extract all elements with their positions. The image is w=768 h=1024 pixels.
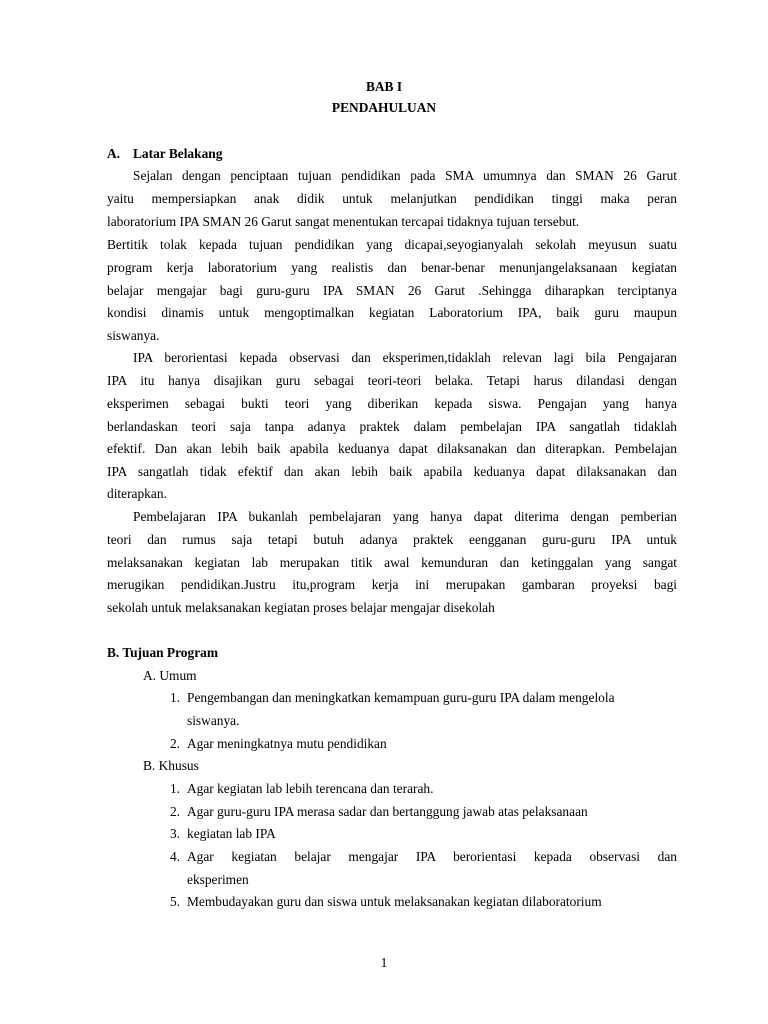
- list-number: 1.: [169, 781, 180, 796]
- list-item: Agar guru-guru IPA merasa sadar dan bertanggung jawab atas pelaksanaan: [187, 804, 588, 819]
- list-item-continuation: eksperimen: [187, 872, 249, 887]
- paragraph-line: merugikan pendidikan.Justru itu,program kerja ini merupakan gambaran proyeksi bagi: [107, 577, 677, 592]
- paragraph-line: IPA sangatlah tidak efektif dan akan lebih baik apabila keduanya dapat dilaksanakan dan: [107, 464, 677, 479]
- list-number: 2.: [169, 804, 180, 819]
- paragraph-line: sekolah untuk melaksanakan kegiatan proses belajar mengajar disekolah: [107, 600, 495, 615]
- paragraph-line: Pembelajaran IPA bukanlah pembelajaran yang hanya dapat diterima dengan pemberian: [133, 509, 677, 524]
- paragraph-line: yaitu mempersiapkan anak didik untuk melanjutkan pendidikan tinggi maka peran: [107, 191, 677, 206]
- paragraph-line: eksperimen sebagai bukti teori yang diberikan kepada siswa. Pengajan yang hanya: [107, 396, 677, 411]
- paragraph-line: laboratorium IPA SMAN 26 Garut sangat menentukan tercapai tidaknya tujuan tersebut.: [107, 214, 580, 229]
- section-b-title: B. Tujuan Program: [107, 645, 218, 660]
- paragraph-line: teori dan rumus saja tetapi butuh adanya praktek eengganan guru-guru IPA untuk: [107, 532, 677, 547]
- list-item: Agar kegiatan belajar mengajar IPA berorientasi kepada observasi dan: [187, 849, 677, 864]
- page-number: 1: [380, 955, 388, 970]
- paragraph-line: berlandaskan teori saja tanpa adanya praktek dalam pembelajan IPA sangatlah tidaklah: [107, 419, 677, 434]
- list-number: 4.: [169, 849, 180, 864]
- subsection-khusus-label: B. Khusus: [143, 758, 199, 773]
- paragraph-line: Bertitik tolak kepada tujuan pendidikan yang dicapai,seyogianyalah sekolah meyusun suatu: [107, 237, 677, 252]
- list-item: Agar kegiatan lab lebih terencana dan terarah.: [187, 781, 434, 796]
- paragraph-line: siswanya.: [107, 328, 160, 343]
- paragraph-line: diterapkan.: [107, 486, 167, 501]
- list-item: kegiatan lab IPA: [187, 826, 276, 841]
- paragraph-line: belajar mengajar bagi guru-guru IPA SMAN 26 Garut .Sehingga diharapkan terciptanya: [107, 283, 677, 298]
- chapter-title: PENDAHULUAN: [331, 100, 437, 115]
- paragraph-line: efektif. Dan akan lebih baik apabila keduanya dapat dilaksanakan dan diterapkan. Pembelajan: [107, 441, 677, 456]
- section-a-title: Latar Belakang: [133, 146, 223, 161]
- chapter-heading: BAB I: [365, 79, 403, 94]
- paragraph-line: melaksanakan kegiatan lab merupakan titik awal kemunduran dan ketinggalan yang sangat: [107, 555, 677, 570]
- paragraph-line: program kerja laboratorium yang realistis dan benar-benar menunjangelaksanaan kegiatan: [107, 260, 677, 275]
- list-item: Membudayakan guru dan siswa untuk melaksanakan kegiatan dilaboratorium: [187, 894, 602, 909]
- list-number: 2.: [169, 736, 180, 751]
- paragraph-line: IPA itu hanya disajikan guru sebagai teori-teori belaka. Tetapi harus dilandasi dengan: [107, 373, 677, 388]
- paragraph-line: IPA berorientasi kepada observasi dan eksperimen,tidaklah relevan lagi bila Pengajaran: [133, 350, 677, 365]
- list-item-continuation: siswanya.: [187, 713, 240, 728]
- paragraph-line: Sejalan dengan penciptaan tujuan pendidikan pada SMA umumnya dan SMAN 26 Garut: [133, 168, 677, 183]
- list-item: Agar meningkatnya mutu pendidikan: [187, 736, 387, 751]
- list-number: 5.: [169, 894, 180, 909]
- list-item: Pengembangan dan meningkatkan kemampuan guru-guru IPA dalam mengelola: [187, 690, 615, 705]
- section-a-marker: A.: [107, 146, 121, 161]
- list-number: 1.: [169, 690, 180, 705]
- paragraph-line: kondisi dinamis untuk mengoptimalkan kegiatan Laboratorium IPA, baik guru maupun: [107, 305, 677, 320]
- list-number: 3.: [169, 826, 180, 841]
- subsection-umum-label: A. Umum: [143, 668, 197, 683]
